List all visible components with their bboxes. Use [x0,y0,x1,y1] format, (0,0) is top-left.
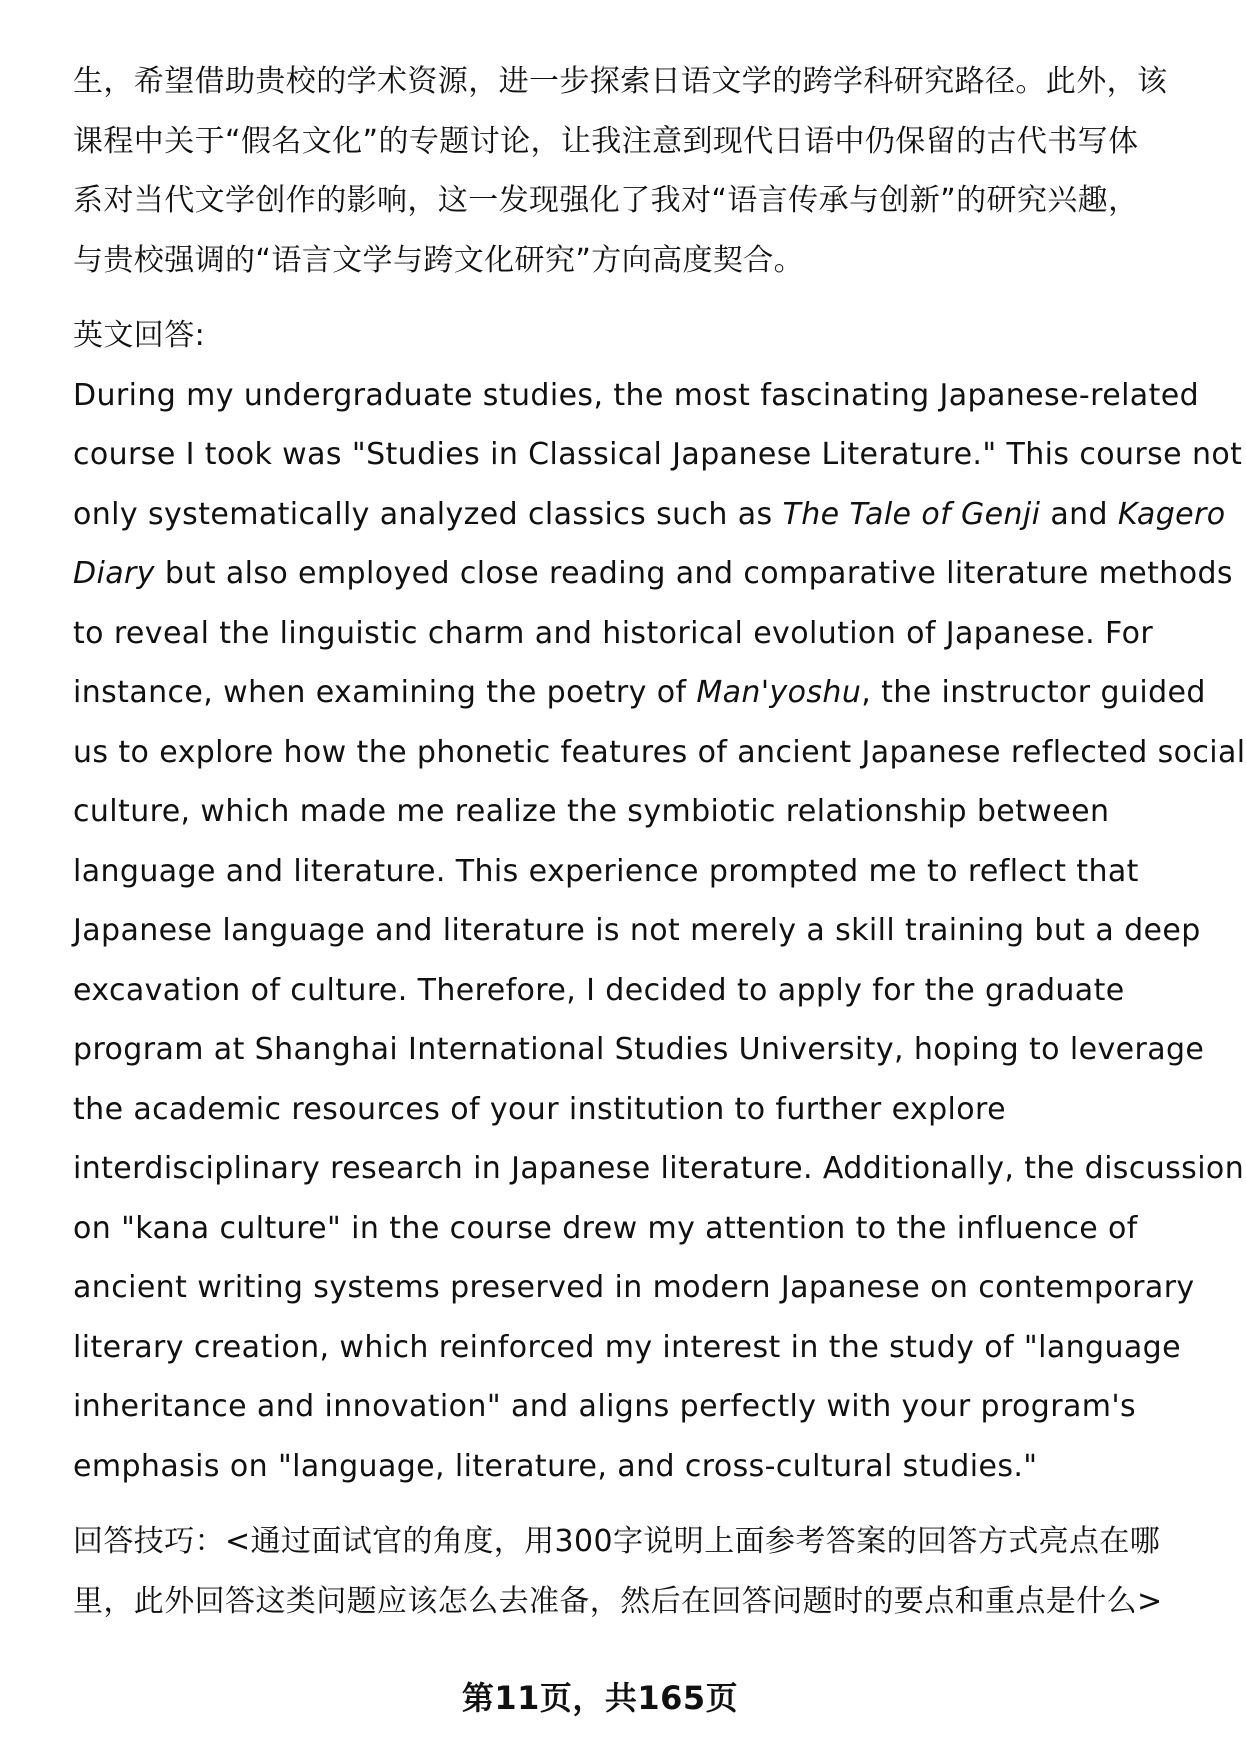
text-line: emphasis on "language, literature, and cross-cultural studies." [73,1448,1038,1484]
text-fragment: and [1040,496,1118,532]
book-title-kagero: Kagero [1117,496,1226,532]
text-line: inheritance and innovation" and aligns perfectly with your program's [73,1389,1137,1424]
text-line: on "kana culture" in the course drew my attention to the influence of [73,1210,1138,1246]
text-line: 回答技巧：<通过面试官的角度，用300字说明上面参考答案的回答方式亮点在哪 [73,1524,1161,1559]
text-line: interdisciplinary research in Japanese literature. Additionally, the discussion [73,1151,1245,1186]
text-fragment: , the instructor guided [861,675,1206,710]
text-line: 里，此外回答这类问题应该怎么去准备，然后在回答问题时的要点和重点是什么> [73,1583,1163,1619]
text-line: the academic resources of your institution to further explore [73,1091,1006,1127]
english-answer-section [73,306,1246,1496]
text-line: language and literature. This experience prompted me to reflect that [73,853,1139,889]
text-fragment: only systematically analyzed classics such as [73,496,783,532]
text-line: culture, which made me realize the symbiotic relationship between [73,794,1110,829]
text-line: ancient writing systems preserved in modern Japanese on contemporary [73,1270,1195,1305]
text-line: program at Shanghai International Studies University, hoping to leverage [73,1032,1205,1067]
answer-tips-paragraph [73,1512,1163,1631]
text-line: us to explore how the phonetic features of ancient Japanese reflected social [73,734,1246,770]
text-line [73,485,1226,545]
text-line [73,663,1206,723]
book-title-manyoshu: Man'yoshu [696,675,862,710]
text-line: During my undergraduate studies, the most fascinating Japanese-related [73,377,1200,413]
text-line: 与贵校强调的“语言文学与跨文化研究”方向高度契合。 [73,242,805,278]
text-line: 生，希望借助贵校的学术资源，进一步探索日语文学的跨学科研究路径。此外，该 [73,64,1168,99]
text-line: literary creation, which reinforced my interest in the study of "language [73,1329,1181,1365]
book-title-genji: The Tale of Genji [782,496,1041,532]
text-line: excavation of culture. Therefore, I decided to apply for the graduate [73,972,1125,1008]
text-line: 课程中关于“假名文化”的专题讨论，让我注意到现代日语中仍保留的古代书写体 [73,123,1139,159]
text-line: 系对当代文学创作的影响，这一发现强化了我对“语言传承与创新”的研究兴趣， [73,183,1139,218]
text-fragment: but also employed close reading and comparative literature methods [154,556,1233,591]
page-indicator: 第11页，共165页 [461,1679,739,1717]
book-title-diary: Diary [73,556,155,591]
text-line: course I took was "Studies in Classical Japanese Literature." This course not [73,437,1243,472]
chinese-answer-paragraph [73,52,1168,290]
text-line: Japanese language and literature is not merely a skill training but a deep [73,913,1201,948]
text-line [73,544,1233,604]
text-fragment: instance, when examining the poetry of [73,675,697,710]
english-answer-heading: 英文回答: [73,318,206,353]
text-line: to reveal the linguistic charm and historical evolution of Japanese. For [73,615,1154,651]
document-page [73,52,1246,1631]
